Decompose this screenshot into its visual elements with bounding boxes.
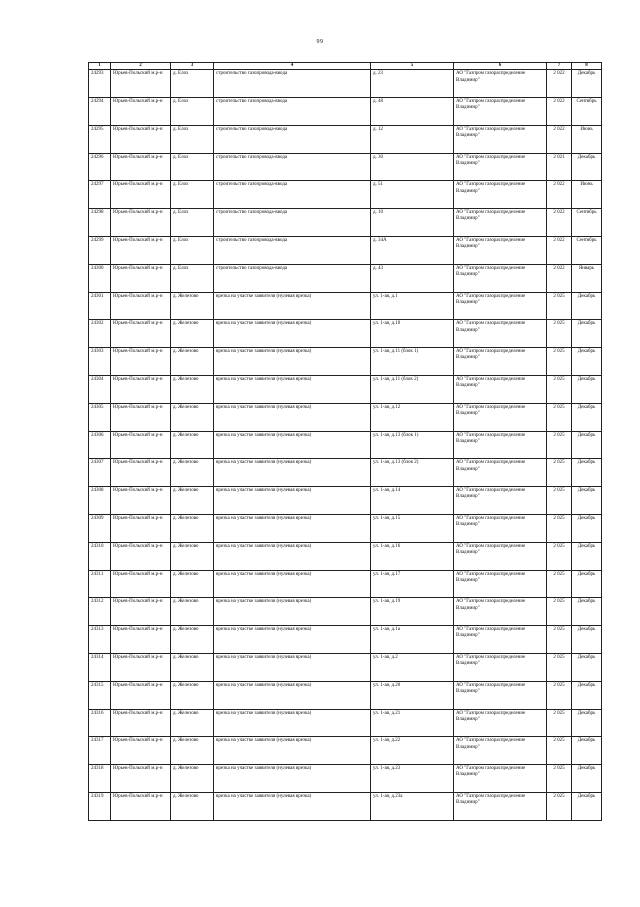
locality-cell: д. Елох — [171, 181, 214, 209]
row-number: 24297 — [89, 181, 111, 209]
work-type-cell: врезка на участке заявителя (нулевая врезка) — [214, 626, 371, 654]
table-row — [89, 487, 602, 515]
district-cell: Юрьев-Польский м.р-н — [111, 98, 171, 126]
work-type-cell: врезка на участке заявителя (нулевая врезка) — [214, 709, 371, 737]
row-number: 24314 — [89, 653, 111, 681]
address-cell: ул. 1-ая, д.17 — [371, 570, 454, 598]
year-cell: 2 025 — [547, 403, 572, 431]
work-type-cell: врезка на участке заявителя (нулевая врезка) — [214, 320, 371, 348]
address-cell: ул. 1-ая, д.16 — [371, 542, 454, 570]
month-cell: Декабрь — [572, 542, 602, 570]
address-cell: д. 12 — [371, 125, 454, 153]
organization-cell: АО "Газпром газораспределение Владимир" — [454, 709, 547, 737]
table-row — [89, 709, 602, 737]
locality-cell: д. Елох — [171, 70, 214, 98]
year-cell: 2 025 — [547, 292, 572, 320]
row-number: 24293 — [89, 70, 111, 98]
locality-cell: д. Железово — [171, 403, 214, 431]
address-cell: ул. 1-ая, д.22 — [371, 737, 454, 765]
year-cell: 2 025 — [547, 570, 572, 598]
organization-cell: АО "Газпром газораспределение Владимир" — [454, 653, 547, 681]
year-cell: 2 025 — [547, 765, 572, 793]
year-cell: 2 025 — [547, 626, 572, 654]
month-cell: Декабрь — [572, 515, 602, 543]
organization-cell: АО "Газпром газораспределение Владимир" — [454, 626, 547, 654]
work-type-cell: врезка на участке заявителя (нулевая врезка) — [214, 542, 371, 570]
district-cell: Юрьев-Польский м.р-н — [111, 209, 171, 237]
year-cell: 2 025 — [547, 431, 572, 459]
address-cell: ул. 1-ая, д.13 (блок 1) — [371, 431, 454, 459]
organization-cell: АО "Газпром газораспределение Владимир" — [454, 487, 547, 515]
organization-cell: АО "Газпром газораспределение Владимир" — [454, 765, 547, 793]
work-type-cell: врезка на участке заявителя (нулевая врезка) — [214, 431, 371, 459]
column-header: 8 — [572, 63, 602, 70]
table-row — [89, 98, 602, 126]
work-type-cell: врезка на участке заявителя (нулевая врезка) — [214, 681, 371, 709]
column-header: 4 — [214, 63, 371, 70]
work-type-cell: строительство газопровода-ввода — [214, 209, 371, 237]
district-cell: Юрьев-Польский м.р-н — [111, 570, 171, 598]
district-cell: Юрьев-Польский м.р-н — [111, 515, 171, 543]
month-cell: Декабрь — [572, 487, 602, 515]
table-row — [89, 515, 602, 543]
work-type-cell: строительство газопровода-ввода — [214, 181, 371, 209]
locality-cell: д. Елох — [171, 209, 214, 237]
work-type-cell: врезка на участке заявителя (нулевая врезка) — [214, 487, 371, 515]
address-cell: ул. 1-ая, д.13 (блок 2) — [371, 459, 454, 487]
table-row — [89, 376, 602, 404]
work-type-cell: строительство газопровода-ввода — [214, 237, 371, 265]
district-cell: Юрьев-Польский м.р-н — [111, 542, 171, 570]
locality-cell: д. Елох — [171, 98, 214, 126]
work-type-cell: строительство газопровода-ввода — [214, 98, 371, 126]
address-cell: ул. 1-ая, д.23а — [371, 792, 454, 820]
row-number: 24301 — [89, 292, 111, 320]
locality-cell: д. Железово — [171, 542, 214, 570]
row-number: 24295 — [89, 125, 111, 153]
table-row — [89, 737, 602, 765]
district-cell: Юрьев-Польский м.р-н — [111, 348, 171, 376]
table-row — [89, 153, 602, 181]
year-cell: 2 022 — [547, 125, 572, 153]
organization-cell: АО "Газпром газораспределение Владимир" — [454, 209, 547, 237]
row-number: 24319 — [89, 792, 111, 820]
table-row — [89, 320, 602, 348]
year-cell: 2 025 — [547, 709, 572, 737]
address-cell: д. 51 — [371, 181, 454, 209]
organization-cell: АО "Газпром газораспределение Владимир" — [454, 403, 547, 431]
row-number: 24298 — [89, 209, 111, 237]
table-row — [89, 681, 602, 709]
year-cell: 2 022 — [547, 181, 572, 209]
locality-cell: д. Железово — [171, 376, 214, 404]
work-type-cell: строительство газопровода-ввода — [214, 125, 371, 153]
locality-cell: д. Железово — [171, 487, 214, 515]
row-number: 24300 — [89, 264, 111, 292]
register-body — [89, 70, 602, 821]
table-row — [89, 598, 602, 626]
district-cell: Юрьев-Польский м.р-н — [111, 70, 171, 98]
month-cell: Декабрь — [572, 376, 602, 404]
district-cell: Юрьев-Польский м.р-н — [111, 737, 171, 765]
year-cell: 2 025 — [547, 348, 572, 376]
row-number: 24307 — [89, 459, 111, 487]
row-number: 24296 — [89, 153, 111, 181]
month-cell: Декабрь — [572, 292, 602, 320]
work-type-cell: строительство газопровода-ввода — [214, 264, 371, 292]
organization-cell: АО "Газпром газораспределение Владимир" — [454, 515, 547, 543]
row-number: 24305 — [89, 403, 111, 431]
work-type-cell: врезка на участке заявителя (нулевая врезка) — [214, 403, 371, 431]
address-cell: ул. 1-ая, д.14 — [371, 487, 454, 515]
district-cell: Юрьев-Польский м.р-н — [111, 765, 171, 793]
row-number: 24310 — [89, 542, 111, 570]
column-header: 3 — [171, 63, 214, 70]
month-cell: Сентябрь — [572, 209, 602, 237]
work-type-cell: врезка на участке заявителя (нулевая врезка) — [214, 292, 371, 320]
year-cell: 2 025 — [547, 681, 572, 709]
organization-cell: АО "Газпром газораспределение Владимир" — [454, 376, 547, 404]
address-cell: ул. 1-ая, д.15 — [371, 515, 454, 543]
month-cell: Декабрь — [572, 765, 602, 793]
district-cell: Юрьев-Польский м.р-н — [111, 681, 171, 709]
year-cell: 2 022 — [547, 70, 572, 98]
work-type-cell: врезка на участке заявителя (нулевая врезка) — [214, 570, 371, 598]
locality-cell: д. Железово — [171, 626, 214, 654]
address-cell: д. 10 — [371, 209, 454, 237]
district-cell: Юрьев-Польский м.р-н — [111, 626, 171, 654]
table-row — [89, 431, 602, 459]
address-cell: д. 48 — [371, 98, 454, 126]
address-cell: ул. 1-ая, д.20 — [371, 681, 454, 709]
row-number: 24309 — [89, 515, 111, 543]
district-cell: Юрьев-Польский м.р-н — [111, 264, 171, 292]
organization-cell: АО "Газпром газораспределение Владимир" — [454, 431, 547, 459]
row-number: 24308 — [89, 487, 111, 515]
organization-cell: АО "Газпром газораспределение Владимир" — [454, 598, 547, 626]
column-header: 7 — [547, 63, 572, 70]
column-header: 5 — [371, 63, 454, 70]
year-cell: 2 025 — [547, 653, 572, 681]
address-cell: ул. 1-ая, д.1 — [371, 292, 454, 320]
work-type-cell: врезка на участке заявителя (нулевая врезка) — [214, 348, 371, 376]
row-number: 24313 — [89, 626, 111, 654]
year-cell: 2 025 — [547, 459, 572, 487]
organization-cell: АО "Газпром газораспределение Владимир" — [454, 153, 547, 181]
table-row — [89, 70, 602, 98]
locality-cell: д. Железово — [171, 459, 214, 487]
table-row — [89, 348, 602, 376]
month-cell: Сентябрь — [572, 237, 602, 265]
organization-cell: АО "Газпром газораспределение Владимир" — [454, 348, 547, 376]
table-row — [89, 264, 602, 292]
district-cell: Юрьев-Польский м.р-н — [111, 292, 171, 320]
address-cell: ул. 1-ая, д.11 (блок 1) — [371, 348, 454, 376]
year-cell: 2 025 — [547, 598, 572, 626]
district-cell: Юрьев-Польский м.р-н — [111, 431, 171, 459]
year-cell: 2 025 — [547, 320, 572, 348]
address-cell: ул. 1-ая, д.10 — [371, 320, 454, 348]
month-cell: Декабрь — [572, 653, 602, 681]
organization-cell: АО "Газпром газораспределение Владимир" — [454, 264, 547, 292]
month-cell: Декабрь — [572, 431, 602, 459]
month-cell: Декабрь — [572, 792, 602, 820]
table-row — [89, 459, 602, 487]
table-row — [89, 792, 602, 820]
table-row — [89, 765, 602, 793]
address-cell: ул. 1-ая, д.23 — [371, 765, 454, 793]
year-cell: 2 025 — [547, 376, 572, 404]
month-cell: Сентябрь — [572, 98, 602, 126]
month-cell: Декабрь — [572, 70, 602, 98]
header-row — [89, 63, 602, 70]
table-row — [89, 570, 602, 598]
month-cell: Декабрь — [572, 709, 602, 737]
year-cell: 2 025 — [547, 487, 572, 515]
address-cell: ул. 1-ая, д.1а — [371, 626, 454, 654]
address-cell: д. 43 — [371, 264, 454, 292]
month-cell: Январь — [572, 264, 602, 292]
year-cell: 2 022 — [547, 98, 572, 126]
row-number: 24304 — [89, 376, 111, 404]
row-number: 24316 — [89, 709, 111, 737]
month-cell: Декабрь — [572, 348, 602, 376]
locality-cell: д. Железово — [171, 792, 214, 820]
organization-cell: АО "Газпром газораспределение Владимир" — [454, 181, 547, 209]
district-cell: Юрьев-Польский м.р-н — [111, 376, 171, 404]
year-cell: 2 021 — [547, 153, 572, 181]
work-type-cell: врезка на участке заявителя (нулевая врезка) — [214, 737, 371, 765]
table-row — [89, 626, 602, 654]
work-type-cell: врезка на участке заявителя (нулевая врезка) — [214, 515, 371, 543]
year-cell: 2 022 — [547, 264, 572, 292]
row-number: 24299 — [89, 237, 111, 265]
address-cell: ул. 1-ая, д.21 — [371, 709, 454, 737]
organization-cell: АО "Газпром газораспределение Владимир" — [454, 292, 547, 320]
district-cell: Юрьев-Польский м.р-н — [111, 153, 171, 181]
district-cell: Юрьев-Польский м.р-н — [111, 181, 171, 209]
district-cell: Юрьев-Польский м.р-н — [111, 487, 171, 515]
address-cell: ул. 1-ая, д.19 — [371, 598, 454, 626]
column-header: 1 — [89, 63, 111, 70]
month-cell: Декабрь — [572, 320, 602, 348]
locality-cell: д. Елох — [171, 153, 214, 181]
year-cell: 2 025 — [547, 542, 572, 570]
organization-cell: АО "Газпром газораспределение Владимир" — [454, 681, 547, 709]
table-row — [89, 292, 602, 320]
month-cell: Декабрь — [572, 626, 602, 654]
locality-cell: д. Железово — [171, 431, 214, 459]
locality-cell: д. Железово — [171, 292, 214, 320]
year-cell: 2 022 — [547, 237, 572, 265]
district-cell: Юрьев-Польский м.р-н — [111, 709, 171, 737]
work-type-cell: врезка на участке заявителя (нулевая врезка) — [214, 459, 371, 487]
address-cell: д. 23 — [371, 70, 454, 98]
district-cell: Юрьев-Польский м.р-н — [111, 653, 171, 681]
table-row — [89, 125, 602, 153]
month-cell: Июнь — [572, 181, 602, 209]
organization-cell: АО "Газпром газораспределение Владимир" — [454, 125, 547, 153]
month-cell: Декабрь — [572, 403, 602, 431]
address-cell: д. 34А — [371, 237, 454, 265]
locality-cell: д. Железово — [171, 709, 214, 737]
table-row — [89, 181, 602, 209]
locality-cell: д. Железово — [171, 737, 214, 765]
locality-cell: д. Елох — [171, 237, 214, 265]
district-cell: Юрьев-Польский м.р-н — [111, 598, 171, 626]
table-row — [89, 653, 602, 681]
locality-cell: д. Елох — [171, 264, 214, 292]
work-type-cell: строительство газопровода-ввода — [214, 70, 371, 98]
table-row — [89, 542, 602, 570]
table-row — [89, 237, 602, 265]
address-cell: ул. 1-ая, д.12 — [371, 403, 454, 431]
locality-cell: д. Железово — [171, 653, 214, 681]
district-cell: Юрьев-Польский м.р-н — [111, 125, 171, 153]
organization-cell: АО "Газпром газораспределение Владимир" — [454, 570, 547, 598]
work-type-cell: врезка на участке заявителя (нулевая врезка) — [214, 653, 371, 681]
row-number: 24302 — [89, 320, 111, 348]
row-number: 24294 — [89, 98, 111, 126]
table-row — [89, 403, 602, 431]
organization-cell: АО "Газпром газораспределение Владимир" — [454, 737, 547, 765]
organization-cell: АО "Газпром газораспределение Владимир" — [454, 320, 547, 348]
row-number: 24311 — [89, 570, 111, 598]
year-cell: 2 025 — [547, 737, 572, 765]
column-header: 2 — [111, 63, 171, 70]
table-row — [89, 209, 602, 237]
locality-cell: д. Железово — [171, 681, 214, 709]
month-cell: Декабрь — [572, 598, 602, 626]
locality-cell: д. Железово — [171, 598, 214, 626]
register-table — [88, 62, 602, 821]
work-type-cell: врезка на участке заявителя (нулевая врезка) — [214, 765, 371, 793]
row-number: 24303 — [89, 348, 111, 376]
row-number: 24312 — [89, 598, 111, 626]
column-header: 6 — [454, 63, 547, 70]
page-number: 99 — [316, 39, 324, 45]
month-cell: Декабрь — [572, 459, 602, 487]
month-cell: Декабрь — [572, 681, 602, 709]
work-type-cell: строительство газопровода-ввода — [214, 153, 371, 181]
work-type-cell: врезка на участке заявителя (нулевая врезка) — [214, 376, 371, 404]
row-number: 24315 — [89, 681, 111, 709]
address-cell: ул. 1-ая, д.2 — [371, 653, 454, 681]
district-cell: Юрьев-Польский м.р-н — [111, 459, 171, 487]
row-number: 24306 — [89, 431, 111, 459]
locality-cell: д. Елох — [171, 125, 214, 153]
month-cell: Июнь — [572, 125, 602, 153]
district-cell: Юрьев-Польский м.р-н — [111, 320, 171, 348]
work-type-cell: врезка на участке заявителя (нулевая врезка) — [214, 598, 371, 626]
year-cell: 2 022 — [547, 209, 572, 237]
district-cell: Юрьев-Польский м.р-н — [111, 792, 171, 820]
month-cell: Декабрь — [572, 153, 602, 181]
locality-cell: д. Железово — [171, 320, 214, 348]
organization-cell: АО "Газпром газораспределение Владимир" — [454, 237, 547, 265]
locality-cell: д. Железово — [171, 348, 214, 376]
organization-cell: АО "Газпром газораспределение Владимир" — [454, 98, 547, 126]
row-number: 24317 — [89, 737, 111, 765]
month-cell: Декабрь — [572, 570, 602, 598]
organization-cell: АО "Газпром газораспределение Владимир" — [454, 70, 547, 98]
district-cell: Юрьев-Польский м.р-н — [111, 237, 171, 265]
year-cell: 2 025 — [547, 792, 572, 820]
organization-cell: АО "Газпром газораспределение Владимир" — [454, 542, 547, 570]
district-cell: Юрьев-Польский м.р-н — [111, 403, 171, 431]
month-cell: Декабрь — [572, 737, 602, 765]
address-cell: д. 30 — [371, 153, 454, 181]
address-cell: ул. 1-ая, д.11 (блок 2) — [371, 376, 454, 404]
work-type-cell: врезка на участке заявителя (нулевая врезка) — [214, 792, 371, 820]
locality-cell: д. Железово — [171, 515, 214, 543]
year-cell: 2 025 — [547, 515, 572, 543]
organization-cell: АО "Газпром газораспределение Владимир" — [454, 792, 547, 820]
organization-cell: АО "Газпром газораспределение Владимир" — [454, 459, 547, 487]
row-number: 24318 — [89, 765, 111, 793]
locality-cell: д. Железово — [171, 765, 214, 793]
locality-cell: д. Железово — [171, 570, 214, 598]
